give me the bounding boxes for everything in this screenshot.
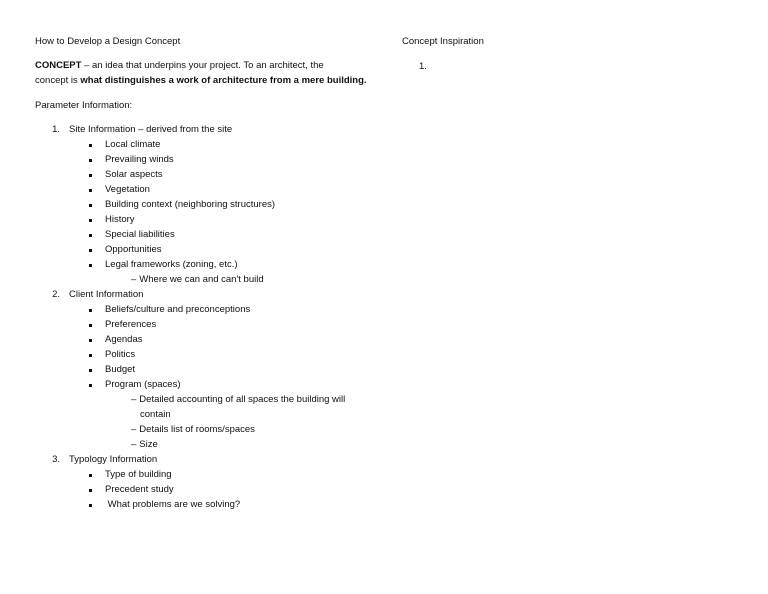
- concept-definition-emphasis: what distinguishes a work of architecture from a mere building.: [80, 75, 367, 86]
- list-item: Precedent study: [105, 484, 174, 495]
- list-item: What problems are we solving?: [105, 499, 241, 510]
- sub-item: [131, 274, 264, 286]
- bullet-icon: [89, 474, 92, 477]
- list-item: Vegetation: [105, 184, 150, 195]
- bullet-icon: [89, 489, 92, 492]
- list-item: Preferences: [105, 319, 157, 330]
- inspiration-item-number: 1.: [419, 61, 427, 72]
- sub-item-text: Detailed accounting of all spaces the building will: [139, 394, 346, 405]
- section-number: 1.: [52, 124, 60, 135]
- bullet-icon: [89, 249, 92, 252]
- list-item: Beliefs/culture and preconceptions: [105, 304, 251, 315]
- concept-term: CONCEPT: [35, 60, 82, 71]
- list-item: Solar aspects: [105, 169, 163, 180]
- list-item: History: [105, 214, 135, 225]
- concept-inspiration-title: Concept Inspiration: [402, 36, 484, 47]
- concept-definition-line-2: [35, 75, 367, 87]
- bullet-icon: [89, 159, 92, 162]
- list-item: Type of building: [105, 469, 172, 480]
- bullet-icon: [89, 189, 92, 192]
- bullet-icon: [89, 504, 92, 507]
- bullet-icon: [89, 144, 92, 147]
- bullet-icon: [89, 324, 92, 327]
- section-title-site: Site Information – derived from the site: [69, 124, 233, 135]
- sub-item-continuation: contain: [140, 409, 171, 420]
- section-title-typology: Typology Information: [69, 454, 158, 465]
- bullet-icon: [89, 234, 92, 237]
- bullet-icon: [89, 309, 92, 312]
- sub-item: [131, 439, 158, 451]
- list-item: Local climate: [105, 139, 161, 150]
- bullet-icon: [89, 219, 92, 222]
- bullet-icon: [89, 339, 92, 342]
- bullet-icon: [89, 384, 92, 387]
- sub-item-text: Size: [139, 439, 158, 450]
- section-number: 2.: [52, 289, 60, 300]
- sub-item: [131, 424, 255, 436]
- bullet-icon: [89, 174, 92, 177]
- dash-icon: –: [131, 424, 137, 435]
- document-title: How to Develop a Design Concept: [35, 36, 181, 47]
- sub-item-text: Details list of rooms/spaces: [139, 424, 255, 435]
- parameter-heading: Parameter Information:: [35, 100, 133, 111]
- concept-definition-text: – an idea that underpins your project. To an architect, the: [81, 60, 324, 71]
- list-item: Prevailing winds: [105, 154, 174, 165]
- sub-item-text: Where we can and can't build: [139, 274, 264, 285]
- bullet-icon: [89, 369, 92, 372]
- dash-icon: –: [131, 439, 137, 450]
- dash-icon: –: [131, 394, 137, 405]
- list-item: Building context (neighboring structures): [105, 199, 276, 210]
- sub-item: [131, 394, 345, 406]
- bullet-icon: [89, 354, 92, 357]
- list-item: Budget: [105, 364, 136, 375]
- list-item: Special liabilities: [105, 229, 175, 240]
- bullet-icon: [89, 264, 92, 267]
- list-item: Opportunities: [105, 244, 162, 255]
- bullet-icon: [89, 204, 92, 207]
- concept-definition-line-1: [35, 60, 324, 72]
- list-item: Politics: [105, 349, 136, 360]
- section-number: 3.: [52, 454, 60, 465]
- concept-definition-prefix: concept is: [35, 75, 81, 86]
- list-item: Program (spaces): [105, 379, 181, 390]
- dash-icon: –: [131, 274, 137, 285]
- section-title-client: Client Information: [69, 289, 144, 300]
- list-item: Legal frameworks (zoning, etc.): [105, 259, 238, 270]
- list-item: Agendas: [105, 334, 143, 345]
